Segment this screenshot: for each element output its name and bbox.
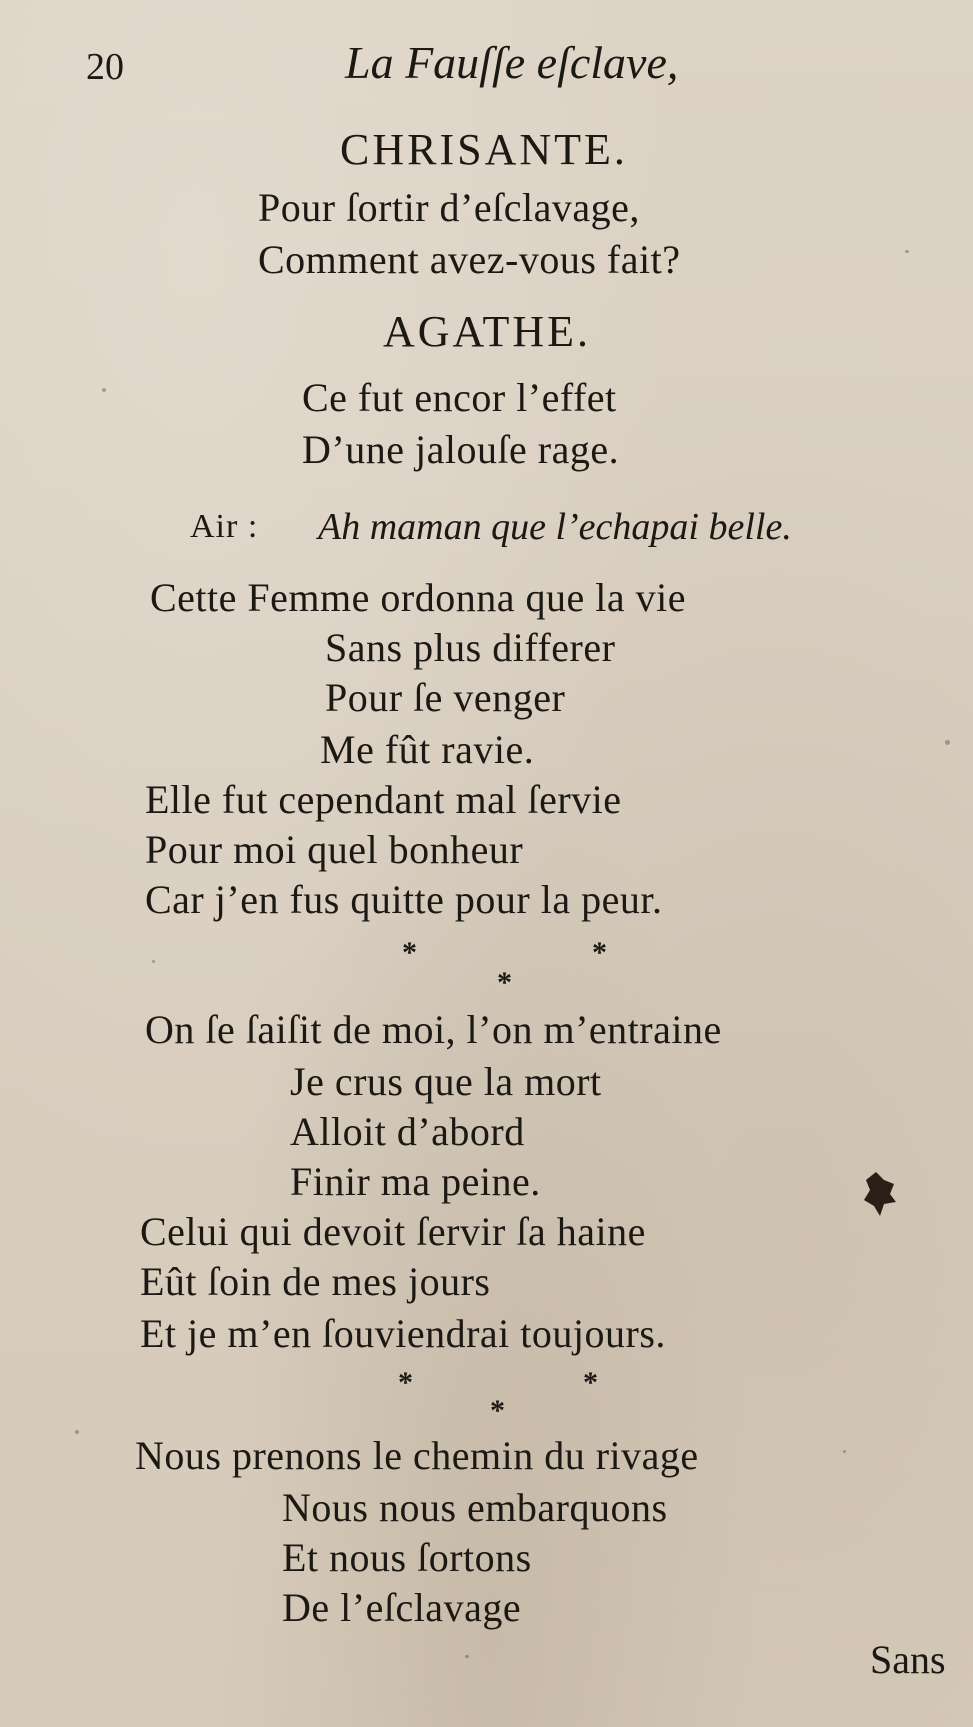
paper-speck	[152, 960, 155, 963]
page-number: 20	[86, 46, 124, 88]
verse-line: Alloit d’abord	[290, 1109, 525, 1154]
ornament-asterisk: *	[398, 1366, 413, 1399]
air-label: Air :	[190, 508, 259, 545]
verse-line: Finir ma peine.	[290, 1159, 541, 1204]
ornament-asterisk: *	[497, 966, 512, 999]
running-title: La Fauſſe eſclave,	[345, 37, 679, 88]
verse-line: Nous nous embarquons	[282, 1485, 668, 1530]
verse-line: Car j’en fus quitte pour la peur.	[145, 877, 663, 922]
verse-line: D’une jalouſe rage.	[302, 427, 620, 472]
verse-line: Sans plus differer	[325, 625, 616, 670]
verse-line: Nous prenons le chemin du rivage	[135, 1433, 699, 1478]
verse-line: De l’eſclavage	[282, 1585, 522, 1630]
verse-line: Celui qui devoit ſervir ſa haine	[140, 1209, 646, 1254]
ornament-asterisk: *	[490, 1394, 505, 1427]
paper-speck	[75, 1430, 79, 1434]
paper-speck	[843, 1450, 846, 1453]
verse-line: Ce fut encor l’effet	[302, 375, 617, 420]
verse-line: Cette Femme ordonna que la vie	[150, 575, 686, 620]
paper-speck	[465, 1655, 469, 1658]
ornament-asterisk: *	[583, 1366, 598, 1399]
ink-stain	[862, 1170, 898, 1218]
verse-line: Et je m’en ſouviendrai toujours.	[140, 1311, 666, 1356]
speaker-name: AGATHE.	[383, 307, 591, 356]
verse-line: Me fût ravie.	[320, 727, 535, 772]
verse-line: On ſe ſaiſit de moi, l’on m’entraine	[145, 1007, 722, 1052]
verse-line: Pour ſe venger	[325, 675, 566, 720]
verse-line: Comment avez-vous fait?	[258, 237, 681, 282]
speaker-name: CHRISANTE.	[340, 125, 628, 174]
verse-line: Elle fut cependant mal ſervie	[145, 777, 622, 822]
verse-line: Pour ſortir d’eſclavage,	[258, 185, 640, 230]
paper-speck	[905, 250, 909, 253]
verse-line: Je crus que la mort	[290, 1059, 602, 1104]
verse-line: Pour moi quel bonheur	[145, 827, 524, 872]
air-title: Ah maman que l’echapai belle.	[318, 506, 792, 548]
catchword: Sans	[870, 1637, 946, 1682]
paper-speck	[945, 740, 950, 745]
verse-line: Eût ſoin de mes jours	[140, 1259, 491, 1304]
paper-speck	[102, 388, 106, 392]
verse-line: Et nous ſortons	[282, 1535, 532, 1580]
ornament-asterisk: *	[592, 936, 607, 969]
ornament-asterisk: *	[402, 936, 417, 969]
